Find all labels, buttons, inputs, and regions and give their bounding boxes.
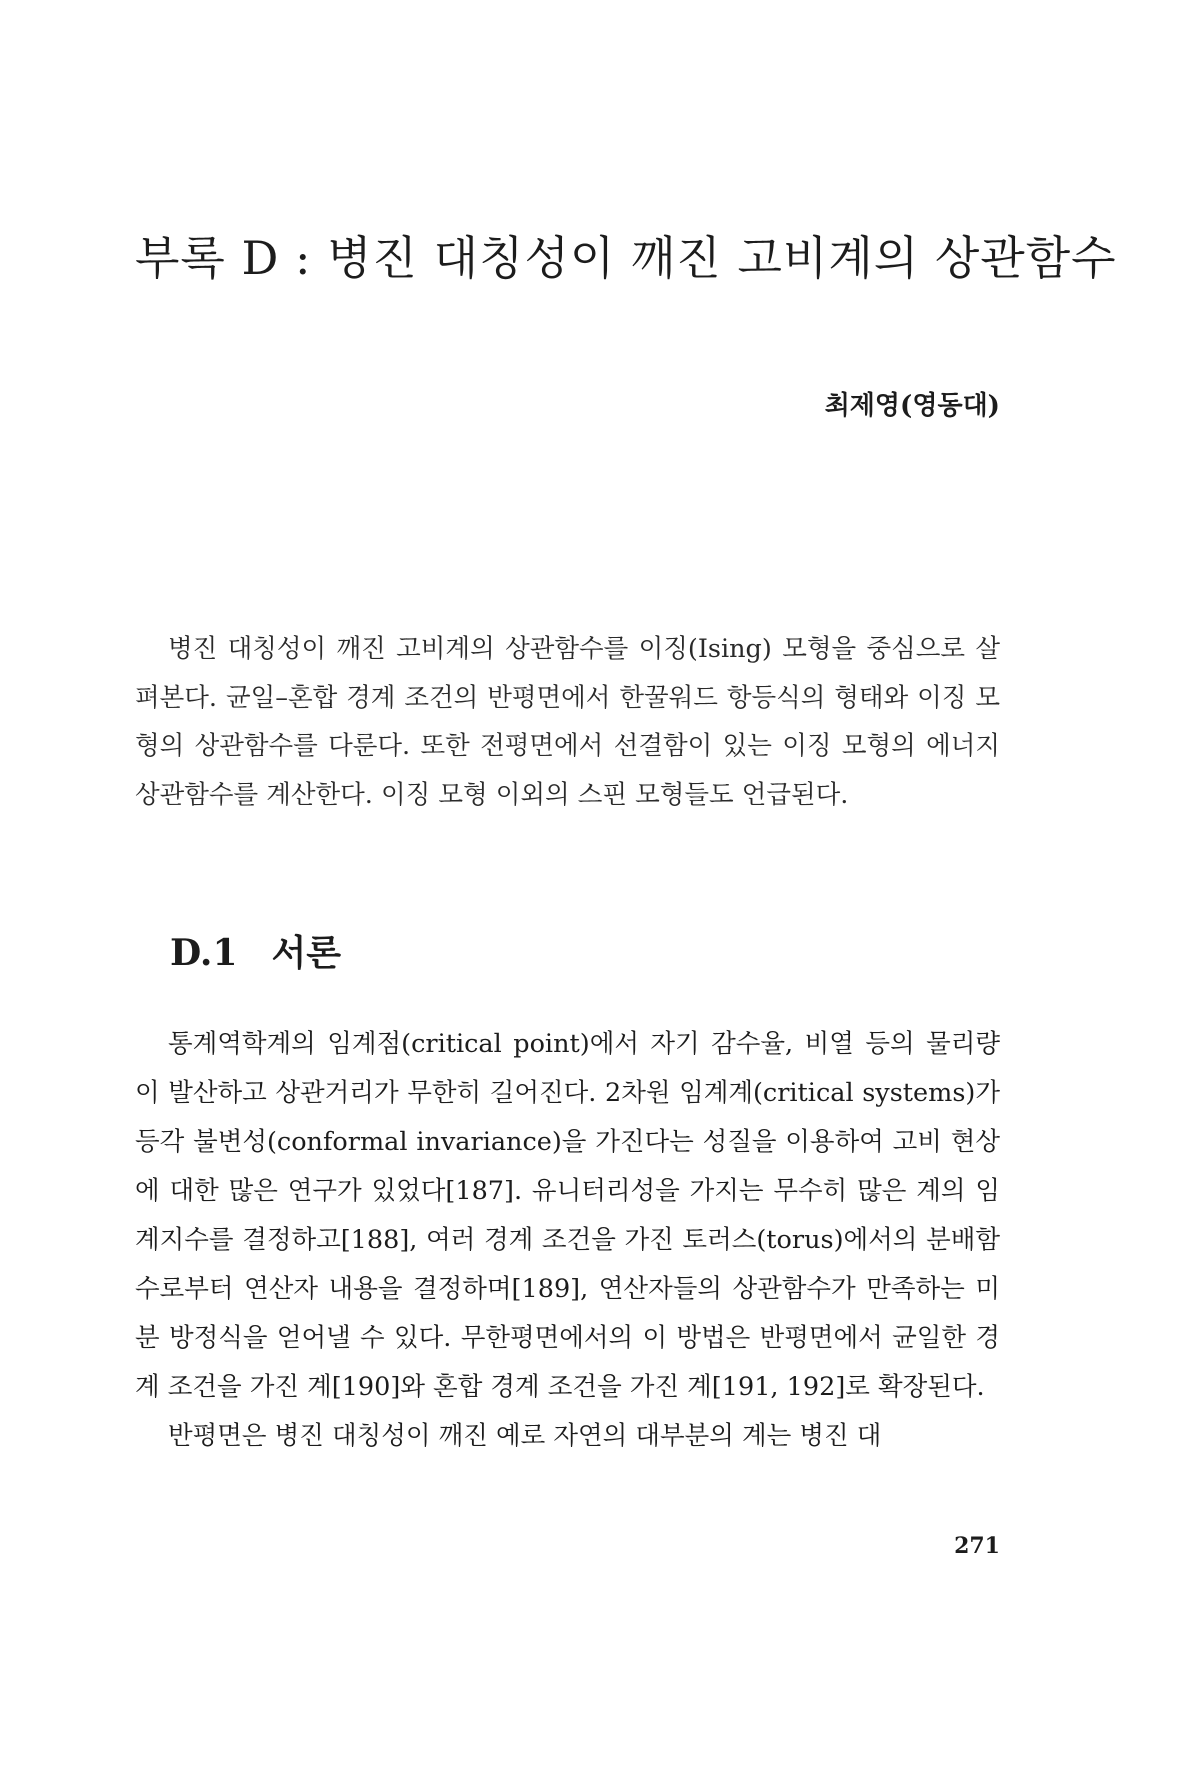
section-number: D.1	[170, 932, 238, 974]
page-number: 271	[954, 1533, 1000, 1559]
abstract-paragraph: 병진 대칭성이 깨진 고비계의 상관함수를 이징(Ising) 모형을 중심으로 살펴본다. 균일–혼합 경계 조건의 반평면에서 한꿀워드 항등식의 형태와 이징 모형의 상관함수를 다룬다. 또한 전평면에서 선결함이 있는 이징 모형의 에너지 상관함수를 계산한다. 이징 모형 이외의 스핀 모형들도 언급된다.	[135, 634, 1000, 810]
chapter-title: 부록 D : 병진 대칭성이 깨진 고비계의 상관함수	[135, 231, 1117, 285]
body-paragraph: 반평면은 병진 대칭성이 깨진 예로 자연의 대부분의 계는 병진 대	[168, 1421, 882, 1451]
section-heading	[170, 925, 341, 976]
body-paragraph: 통계역학계의 임계점(critical point)에서 자기 감수율, 비열 등의 물리량이 발산하고 상관거리가 무한히 길어진다. 2차원 임계계(critical systems)가 등각 불변성(conformal invariance)을 가진다는 성질을 이용하여 고비 현상에 대한 많은 연구가 있었다[187]. 유니터리성을 가지는 무수히 많은 계의 임계지수를 결정하고[188], 여러 경계 조건을 가진 토러스(torus)에서의 분배함수로부터 연산자 내용을 결정하며[189], 연산자들의 상관함수가 만족하는 미분 방정식을 얻어낼 수 있다. 무한평면에서의 이 방법은 반평면에서 균일한 경계 조건을 가진 계[190]와 혼합 경계 조건을 가진 계[191, 192]로 확장된다.	[135, 1029, 1000, 1402]
section-title: 서론	[271, 932, 342, 974]
body-text	[135, 1020, 1000, 1461]
author-affiliation: 최제영(영동대)	[824, 391, 1000, 421]
